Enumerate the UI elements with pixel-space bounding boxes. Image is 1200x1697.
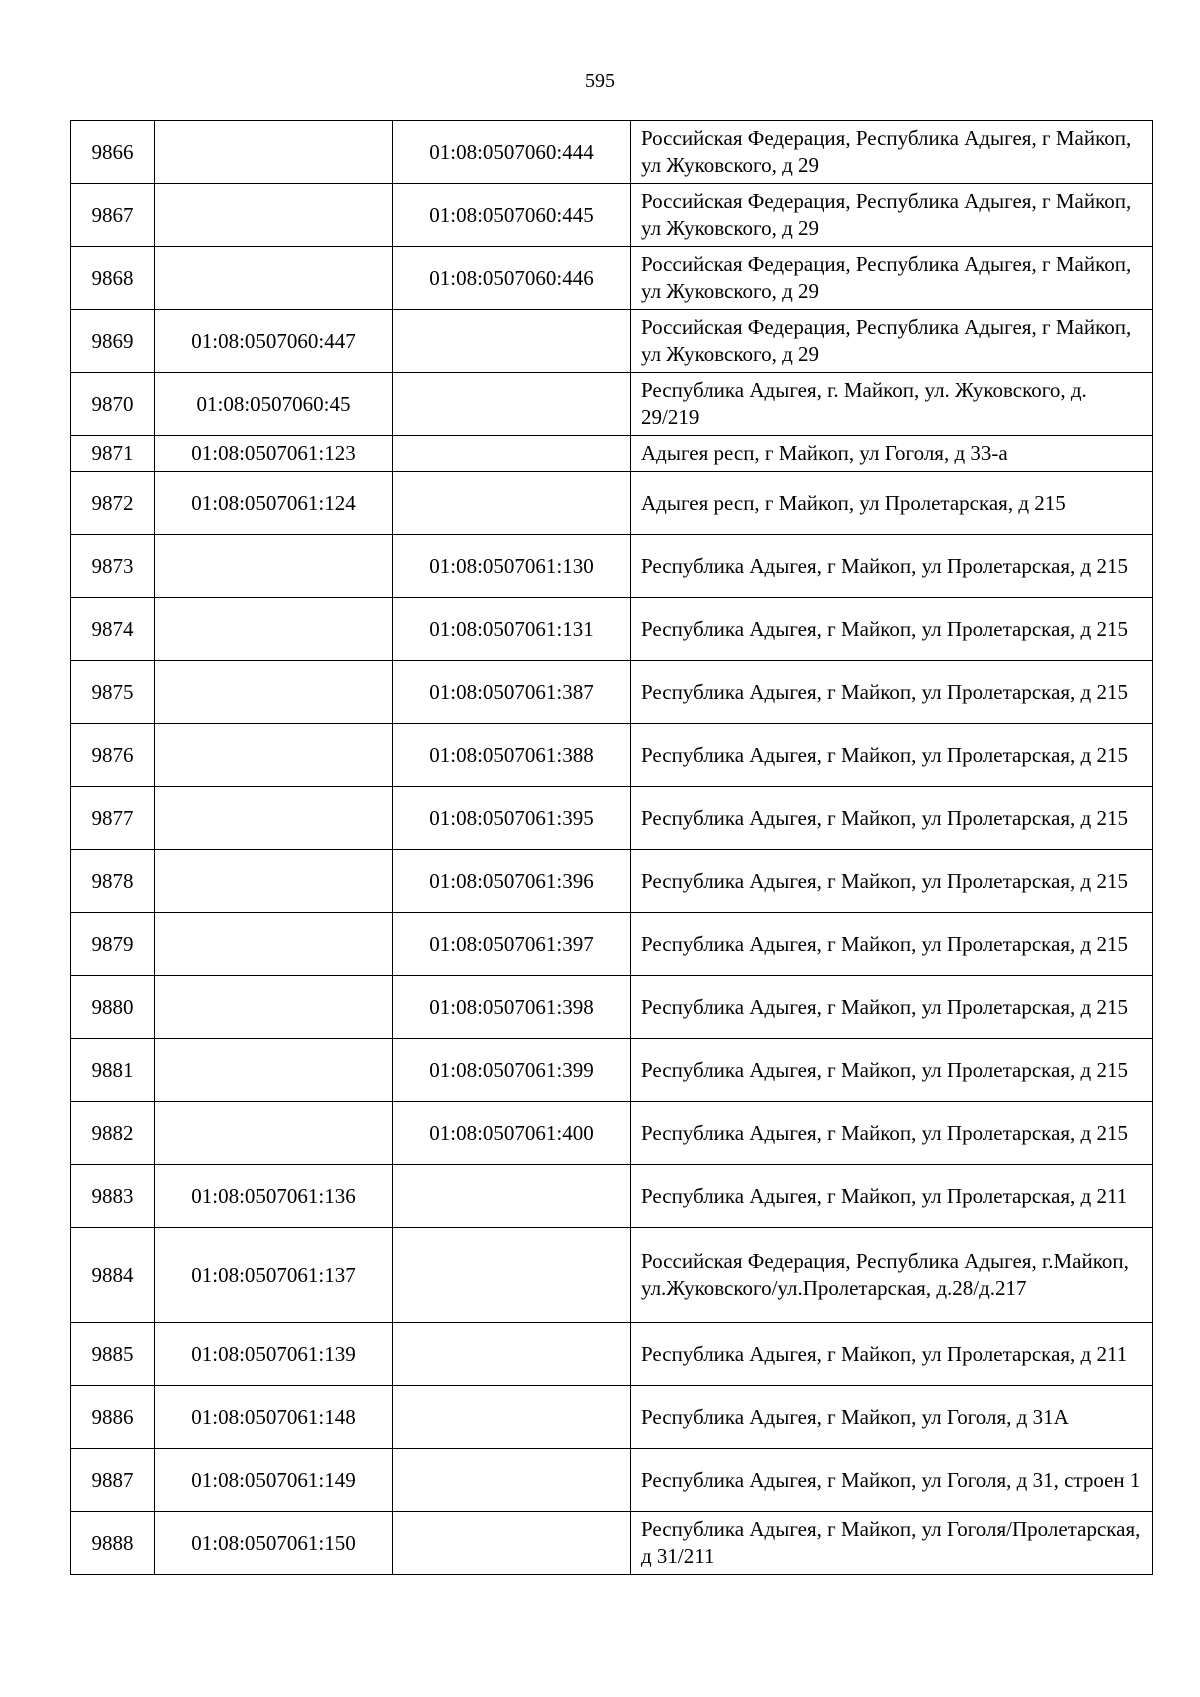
row-number: 9869 — [71, 310, 155, 373]
row-number: 9886 — [71, 1386, 155, 1449]
address: Республика Адыгея, г Майкоп, ул Пролетарская, д 215 — [631, 787, 1153, 850]
cadastral-number-secondary: 01:08:0507061:399 — [393, 1039, 631, 1102]
address: Республика Адыгея, г Майкоп, ул Пролетарская, д 211 — [631, 1165, 1153, 1228]
address: Республика Адыгея, г Майкоп, ул Пролетарская, д 215 — [631, 535, 1153, 598]
cadastral-number-secondary: 01:08:0507061:398 — [393, 976, 631, 1039]
cadastral-number-secondary: 01:08:0507061:397 — [393, 913, 631, 976]
table-row — [71, 184, 1153, 247]
row-number: 9871 — [71, 436, 155, 472]
cadastral-number-secondary — [393, 1512, 631, 1575]
address: Адыгея респ, г Майкоп, ул Гоголя, д 33-а — [631, 436, 1153, 472]
cadastral-number-secondary — [393, 472, 631, 535]
address: Республика Адыгея, г Майкоп, ул Пролетарская, д 215 — [631, 976, 1153, 1039]
address: Российская Федерация, Республика Адыгея, г Майкоп, ул Жуковского, д 29 — [631, 310, 1153, 373]
cadastral-number — [155, 724, 393, 787]
row-number: 9876 — [71, 724, 155, 787]
cadastral-number-secondary: 01:08:0507061:388 — [393, 724, 631, 787]
cadastral-number — [155, 661, 393, 724]
table-row — [71, 1449, 1153, 1512]
row-number: 9882 — [71, 1102, 155, 1165]
cadastral-number: 01:08:0507060:447 — [155, 310, 393, 373]
cadastral-number: 01:08:0507061:137 — [155, 1228, 393, 1323]
cadastral-number-secondary: 01:08:0507061:131 — [393, 598, 631, 661]
cadastral-number-secondary: 01:08:0507061:387 — [393, 661, 631, 724]
row-number: 9874 — [71, 598, 155, 661]
table-row — [71, 472, 1153, 535]
cadastral-number — [155, 913, 393, 976]
cadastral-number: 01:08:0507061:136 — [155, 1165, 393, 1228]
row-number: 9877 — [71, 787, 155, 850]
cadastral-number — [155, 1039, 393, 1102]
table-row — [71, 913, 1153, 976]
table-row — [71, 121, 1153, 184]
row-number: 9887 — [71, 1449, 155, 1512]
cadastral-number: 01:08:0507061:139 — [155, 1323, 393, 1386]
address: Республика Адыгея, г Майкоп, ул Пролетарская, д 215 — [631, 1039, 1153, 1102]
cadastral-number: 01:08:0507061:148 — [155, 1386, 393, 1449]
cadastral-number-secondary — [393, 1228, 631, 1323]
row-number: 9878 — [71, 850, 155, 913]
table-row — [71, 1102, 1153, 1165]
cadastral-number: 01:08:0507061:124 — [155, 472, 393, 535]
address: Российская Федерация, Республика Адыгея, г Майкоп, ул Жуковского, д 29 — [631, 247, 1153, 310]
row-number: 9884 — [71, 1228, 155, 1323]
row-number: 9872 — [71, 472, 155, 535]
cadastral-number — [155, 121, 393, 184]
table-row — [71, 787, 1153, 850]
cadastral-number-secondary: 01:08:0507061:395 — [393, 787, 631, 850]
cadastral-number-secondary: 01:08:0507061:396 — [393, 850, 631, 913]
cadastral-number-secondary — [393, 1323, 631, 1386]
cadastral-number — [155, 184, 393, 247]
address: Республика Адыгея, г Майкоп, ул Пролетарская, д 215 — [631, 724, 1153, 787]
row-number: 9868 — [71, 247, 155, 310]
row-number: 9873 — [71, 535, 155, 598]
cadastral-number — [155, 976, 393, 1039]
row-number: 9866 — [71, 121, 155, 184]
table-row — [71, 1386, 1153, 1449]
address: Республика Адыгея, г Майкоп, ул Пролетарская, д 215 — [631, 1102, 1153, 1165]
address: Республика Адыгея, г Майкоп, ул Гоголя, д 31, строен 1 — [631, 1449, 1153, 1512]
row-number: 9885 — [71, 1323, 155, 1386]
table-row — [71, 976, 1153, 1039]
cadastral-number — [155, 535, 393, 598]
table-row — [71, 724, 1153, 787]
row-number: 9867 — [71, 184, 155, 247]
table-row — [71, 535, 1153, 598]
table-row — [71, 247, 1153, 310]
table-row — [71, 661, 1153, 724]
cadastral-number-secondary — [393, 1386, 631, 1449]
cadastral-number-secondary: 01:08:0507060:446 — [393, 247, 631, 310]
registry-table — [70, 120, 1153, 1575]
cadastral-number-secondary — [393, 1165, 631, 1228]
table-row — [71, 1228, 1153, 1323]
row-number: 9880 — [71, 976, 155, 1039]
row-number: 9883 — [71, 1165, 155, 1228]
cadastral-number: 01:08:0507061:149 — [155, 1449, 393, 1512]
cadastral-number-secondary — [393, 1449, 631, 1512]
cadastral-number — [155, 1102, 393, 1165]
cadastral-number: 01:08:0507061:150 — [155, 1512, 393, 1575]
table-row — [71, 436, 1153, 472]
cadastral-number — [155, 598, 393, 661]
cadastral-number — [155, 787, 393, 850]
address: Российская Федерация, Республика Адыгея, г Майкоп, ул Жуковского, д 29 — [631, 184, 1153, 247]
row-number: 9881 — [71, 1039, 155, 1102]
address: Республика Адыгея, г Майкоп, ул Гоголя/Пролетарская, д 31/211 — [631, 1512, 1153, 1575]
table-row — [71, 598, 1153, 661]
cadastral-number — [155, 247, 393, 310]
table-row — [71, 1323, 1153, 1386]
row-number: 9875 — [71, 661, 155, 724]
cadastral-number: 01:08:0507061:123 — [155, 436, 393, 472]
address: Республика Адыгея, г Майкоп, ул Гоголя, д 31А — [631, 1386, 1153, 1449]
cadastral-number-secondary: 01:08:0507061:130 — [393, 535, 631, 598]
row-number: 9888 — [71, 1512, 155, 1575]
address: Республика Адыгея, г Майкоп, ул Пролетарская, д 215 — [631, 598, 1153, 661]
address: Республика Адыгея, г Майкоп, ул Пролетарская, д 211 — [631, 1323, 1153, 1386]
cadastral-number-secondary: 01:08:0507060:445 — [393, 184, 631, 247]
row-number: 9879 — [71, 913, 155, 976]
page-number: 595 — [585, 70, 615, 92]
cadastral-number-secondary — [393, 373, 631, 436]
table-row — [71, 1165, 1153, 1228]
cadastral-number-secondary — [393, 436, 631, 472]
cadastral-number — [155, 850, 393, 913]
address: Российская Федерация, Республика Адыгея, г.Майкоп, ул.Жуковского/ул.Пролетарская, д.28/д.217 — [631, 1228, 1153, 1323]
address: Российская Федерация, Республика Адыгея, г Майкоп, ул Жуковского, д 29 — [631, 121, 1153, 184]
cadastral-number-secondary: 01:08:0507061:400 — [393, 1102, 631, 1165]
address: Республика Адыгея, г. Майкоп, ул. Жуковского, д. 29/219 — [631, 373, 1153, 436]
address: Республика Адыгея, г Майкоп, ул Пролетарская, д 215 — [631, 661, 1153, 724]
cadastral-number-secondary — [393, 310, 631, 373]
table-row — [71, 1512, 1153, 1575]
table-row — [71, 373, 1153, 436]
address: Адыгея респ, г Майкоп, ул Пролетарская, д 215 — [631, 472, 1153, 535]
table-row — [71, 1039, 1153, 1102]
row-number: 9870 — [71, 373, 155, 436]
address: Республика Адыгея, г Майкоп, ул Пролетарская, д 215 — [631, 913, 1153, 976]
address: Республика Адыгея, г Майкоп, ул Пролетарская, д 215 — [631, 850, 1153, 913]
table-row — [71, 850, 1153, 913]
cadastral-number: 01:08:0507060:45 — [155, 373, 393, 436]
cadastral-number-secondary: 01:08:0507060:444 — [393, 121, 631, 184]
table-row — [71, 310, 1153, 373]
